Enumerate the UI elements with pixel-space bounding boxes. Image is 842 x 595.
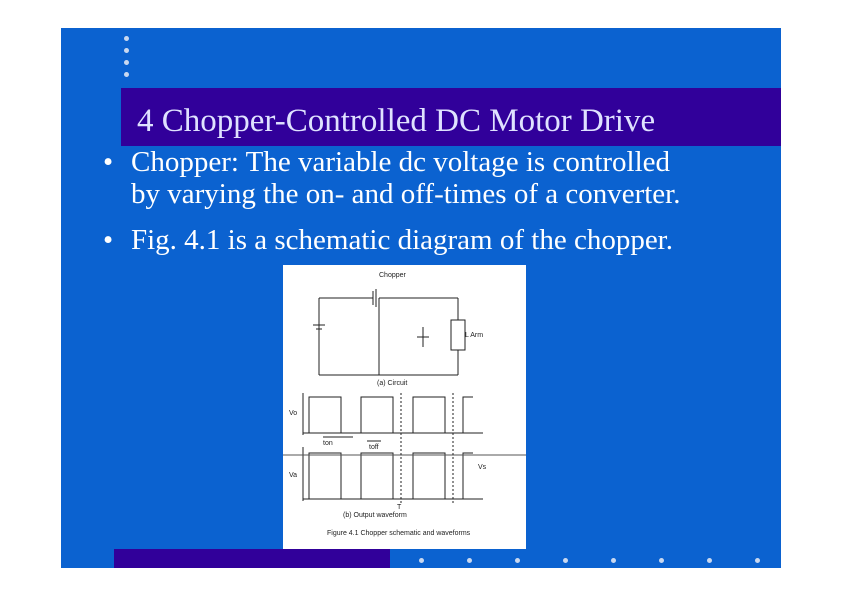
dot-icon xyxy=(659,558,664,563)
chopper-diagram xyxy=(283,265,526,549)
dot-icon xyxy=(755,558,760,563)
figure-label-va: Va xyxy=(289,472,298,479)
dot-icon xyxy=(563,558,568,563)
figure-label-ton: ton xyxy=(323,440,333,447)
dot-icon xyxy=(515,558,520,563)
bullet-icon: • xyxy=(103,224,114,256)
figure-label-top: Chopper xyxy=(379,272,406,279)
figure-label-load: L Arm xyxy=(465,332,484,339)
bullet-item xyxy=(103,146,773,210)
figure-label-vo: Vo xyxy=(289,410,298,417)
dot-icon xyxy=(467,558,472,563)
chopper-figure xyxy=(283,265,526,549)
bullet-line: by varying the on- and off-times of a converter. xyxy=(131,178,681,210)
dot-icon xyxy=(419,558,424,563)
dot-icon xyxy=(611,558,616,563)
slide-title: 4 Chopper-Controlled DC Motor Drive xyxy=(137,103,656,139)
bullet-line: Chopper: The variable dc voltage is controlled xyxy=(131,146,671,178)
dot-icon xyxy=(124,72,129,77)
dot-icon xyxy=(124,60,129,65)
figure-label-toff: toff xyxy=(369,444,379,451)
figure-label-waveforms: (b) Output waveform xyxy=(343,512,407,519)
bullet-list xyxy=(103,146,773,270)
bullet-item xyxy=(103,224,773,256)
dot-icon xyxy=(707,558,712,563)
figure-caption: Figure 4.1 Chopper schematic and waveforms xyxy=(327,530,471,537)
dot-icon xyxy=(124,36,129,41)
figure-label-circuit: (a) Circuit xyxy=(377,380,408,387)
bullet-line: Fig. 4.1 is a schematic diagram of the chopper. xyxy=(131,224,673,256)
dot-icon xyxy=(124,48,129,53)
bullet-icon: • xyxy=(103,146,114,178)
figure-label-vs: Vs xyxy=(478,464,487,471)
figure-label-t: T xyxy=(397,504,402,511)
bottom-bar xyxy=(114,549,390,568)
